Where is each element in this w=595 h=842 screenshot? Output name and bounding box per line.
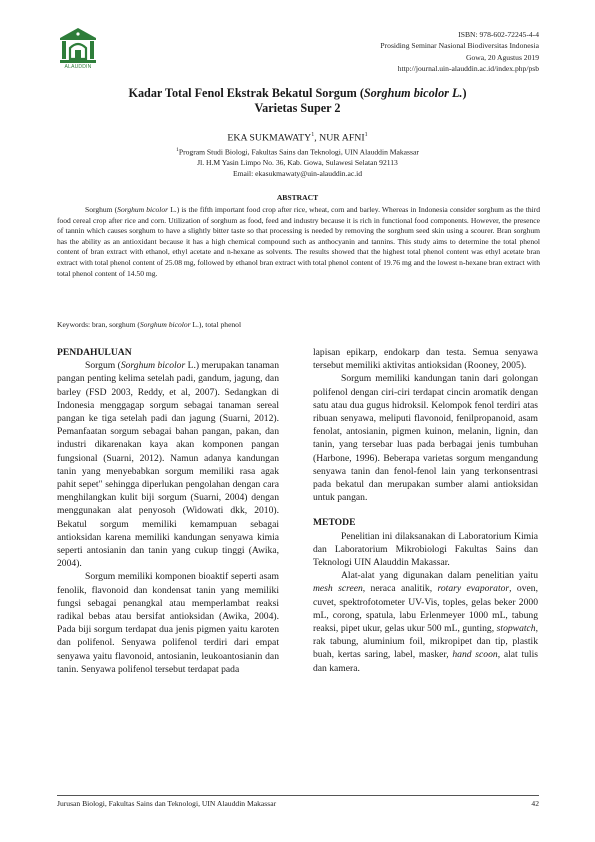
left-column [57,346,279,676]
abstract-heading: ABSTRACT [276,193,319,202]
logo-caption: ALAUDDIN [64,64,92,70]
author-email[interactable]: Email: ekasukmawaty@uin-alauddin.ac.id [232,168,363,178]
page-number: 42 [531,799,539,808]
affiliation: $^1$Program Studi Biologi, Fakultas Sains dan Teknologi, UIN Alauddin Makassar Jl. H.M Yasin Limpo No. 36, Kab. Gowa, Sulawesi Selatan 92113 Email: ekasukmawaty@uin-alauddin.ac.id [40,145,555,179]
paragraph: Sorgum (Sorghum bicolor L.) merupakan tanaman pangan penting kelima setelah padi, gandum, jagung, dan barley (FSD 2003, Reddy, et al, 2007). Sedangkan di Indonesia menggagap sorgum sebagai tanaman sereal pangan ke tiga setelah padi dan jagung (Suarni, 2012). Pemanfaatan sorgum sebagai bahan pangan, pakan, dan industri dikarenakan kaya akan komponen pangan fungsional (Suarni, 2012). Namun adanya kandungan tanin yang menyebabkan sorgum memiliki rasa agak pahit sepet" sehingga diperlukan pengolahan dengan cara menghilangkan kulit biji sorgum (Suarni, 2004) dengan menggunakan alat penyosoh (Widowati dkk, 2010). Bekatul sorgum memiliki kemampuan sebagai antioksidan karena memiliki kandungan senyawa kimia seperti antosianin dan tanin yang cukup tinggi (Awika, 2004). [57,360,279,570]
proceedings-header [380,29,539,75]
paragraph: Alat-alat yang digunakan dalam penelitian yaitu mesh screen, neraca analitik, rotary evaporator, oven, cuvet, spektrofotometer UV-Vis, toples, gelas beker 2000 mL, corong, spatula, labu Erlenmeyer 1000 mL, tabung reaksi, pipet ukur, gelas ukur 500 mL, gunting, stopwatch, rak tabung, aluminium foil, mikropipet dan tip, plastik buah, kertas saring, label, masker, hand scoon, alat tulis dan kamera. [313,570,538,674]
footer-divider [57,795,539,796]
proceedings-name: Prosiding Seminar Nasional Biodiversitas Indonesia [380,41,539,51]
paragraph: lapisan epikarp, endokarp dan testa. Semua senyawa tersebut memiliki aktivitas antioksidan (Rooney, 2005). [313,347,538,372]
paper-title: Kadar Total Fenol Ekstrak Bekatul Sorgum (Sorghum bicolor L.) Varietas Super 2 [128,86,467,115]
footer-institution: Jurusan Biologi, Fakultas Sains dan Teknologi, UIN Alauddin Makassar [57,799,277,808]
paragraph: Sorgum memiliki komponen bioaktif seperti asam fenolik, flavonoid dan kondensat tanin yang memiliki fungsi sebagai penangkal atau memperlambat reaksi radikal bebas atau bersifat antioksidan (Awika, 2004). Pada biji sorgum terdapat dua jenis pigmen yaitu karoten dan polifenol. Senyawa polifenol terdiri dari empat senyawa yaitu flavonoid, antosianin, leukoantosianin dan tanin. Senyawa polifenol tersebut terdapat pada [57,571,279,675]
paragraph: Sorgum memiliki kandungan tanin dari golongan polifenol dengan ciri-ciri terdapat cincin aromatik dengan satu atau dua gugus hidroksil. Kelompok fenol terdiri atas ribuan senyawa, meliputi flavonoid, fenilpropanoid, asam fenolat, antosianin, pigmen kuinon, melanin, lignin, dan tanin, yang tersebar luas pada berbagai jenis tumbuhan (Harbone, 1996). Beberapa varietas sorgum mengandung senyawa tanin dan fenol-fenol lain yang terkonsentrasi pada bekatul dan merupakan sumber alami antioksidan untuk pangan. [313,373,538,504]
university-logo [56,26,100,68]
keywords: Keywords: bran, sorghum (Sorghum bicolor L.), total phenol [57,320,242,329]
section-heading-pendahuluan: PENDAHULUAN [57,347,132,358]
place-date: Gowa, 20 Agustus 2019 [466,52,539,62]
journal-url[interactable]: http://journal.uin-alauddin.ac.id/index.php/psb [397,64,539,74]
isbn: ISBN: 978-602-72245-4-4 [458,30,539,39]
section-heading-metode: METODE [313,517,356,529]
right-column [313,346,538,675]
title-scientific-name: Sorghum bicolor L. [363,86,463,100]
abstract-text: Sorghum (Sorghum bicolor L.) is the fifth important food crop after rice, wheat, corn and barley. Whereas in Indonesia consider sorghum as the third food cereal crop after rice and corn. Utilization of sorghum as food, feed and industry because it is rich in functional food components. However, the presence of tannin which causes sorghum to have a slightly bitter taste so that processing is needed by removing the sorghum seed skin using a scourer. Bran sorghum has the ability as an antioxidant because it has a high chemical compound such as anthocyanin and tannins. This study aims to determine the total phenol content of bran extract with ethanol, ethyl acetate and n-hexane as solvents. The results showed that the highest total phenol content was ethyl acetate bran extract with total phenol content of 25.08 mg, followed by ethanol bran extract with total phenol content of 19.76 mg and the lowest n-hexane bran extract with total phenol content of 14.50 mg. [57,205,540,278]
author-list: EKA SUKMAWATY$^1$, NUR AFNI$^1$ [227,132,368,144]
paragraph: Penelitian ini dilaksanakan di Laboratorium Kimia dan Laboratorium Mikrobiologi Fakultas Sains dan Teknologi UIN Alauddin Makassar. [313,530,538,569]
